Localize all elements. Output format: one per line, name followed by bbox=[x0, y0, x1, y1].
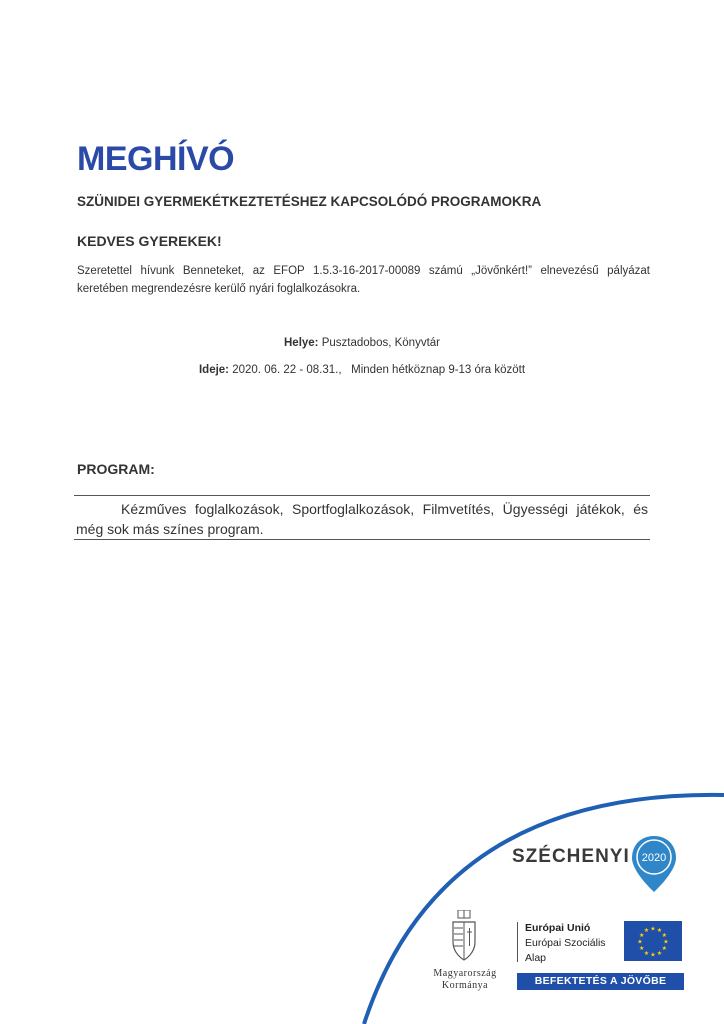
program-heading: PROGRAM: bbox=[77, 461, 155, 477]
eu-logo-block bbox=[517, 920, 684, 964]
time-value: 2020. 06. 22 - 08.31., Minden hétköznap 9-13 óra között bbox=[232, 364, 526, 376]
eu-star-icon: ★ bbox=[650, 952, 656, 959]
szechenyi-logo-text: SZÉCHENYI bbox=[512, 846, 630, 867]
eu-star-icon: ★ bbox=[661, 946, 667, 952]
intro-paragraph: Szeretettel hívunk Benneteket, az EFOP 1.5.3-16-2017-00089 számú „Jövőnkért!” elnevezésű pályázat keretében megrendezésre kerülő nyári foglalkozásokra. bbox=[77, 265, 650, 295]
government-line1: Magyarország bbox=[433, 968, 497, 979]
page-subtitle: SZÜNIDEI GYERMEKÉTKEZTETÉSHEZ KAPCSOLÓDÓ PROGRAMOKRA bbox=[77, 194, 542, 209]
page-title: MEGHÍVÓ bbox=[77, 140, 235, 178]
government-logo-text bbox=[420, 968, 510, 992]
program-text: Kézműves foglalkozások, Sportfoglalkozások, Filmvetítés, Ügyességi játékok, és még sok más színes program. bbox=[76, 501, 648, 537]
eu-star-icon: ★ bbox=[663, 939, 669, 946]
time-label: Ideje: bbox=[198, 364, 230, 376]
eu-star-icon: ★ bbox=[639, 933, 645, 939]
eu-star-icon: ★ bbox=[650, 926, 656, 933]
eu-star-icon: ★ bbox=[661, 933, 667, 939]
szechenyi-pin-icon bbox=[630, 834, 678, 894]
eu-star-icon: ★ bbox=[656, 928, 663, 935]
eu-line1: Európai Unió bbox=[525, 922, 591, 934]
place-label: Helye: bbox=[284, 337, 319, 349]
eu-line2: Európai Szociális bbox=[525, 937, 606, 949]
place-value: Pusztadobos, Könyvtár bbox=[321, 337, 440, 349]
eu-stars bbox=[624, 921, 682, 961]
government-line2: Kormánya bbox=[441, 980, 489, 991]
eu-star-icon: ★ bbox=[656, 950, 663, 957]
szechenyi-year: 2020 bbox=[641, 852, 667, 864]
eu-flag-icon bbox=[624, 921, 682, 961]
eu-star-icon: ★ bbox=[643, 950, 650, 957]
eu-star-icon: ★ bbox=[643, 928, 650, 935]
eu-line3: Alap bbox=[525, 952, 547, 964]
greeting-heading: KEDVES GYEREKEK! bbox=[77, 233, 222, 249]
invest-banner: BEFEKTETÉS A JÖVŐBE bbox=[517, 973, 684, 990]
eu-star-icon: ★ bbox=[637, 939, 643, 946]
hungarian-crest-icon bbox=[450, 910, 478, 966]
eu-star-icon: ★ bbox=[639, 946, 645, 952]
